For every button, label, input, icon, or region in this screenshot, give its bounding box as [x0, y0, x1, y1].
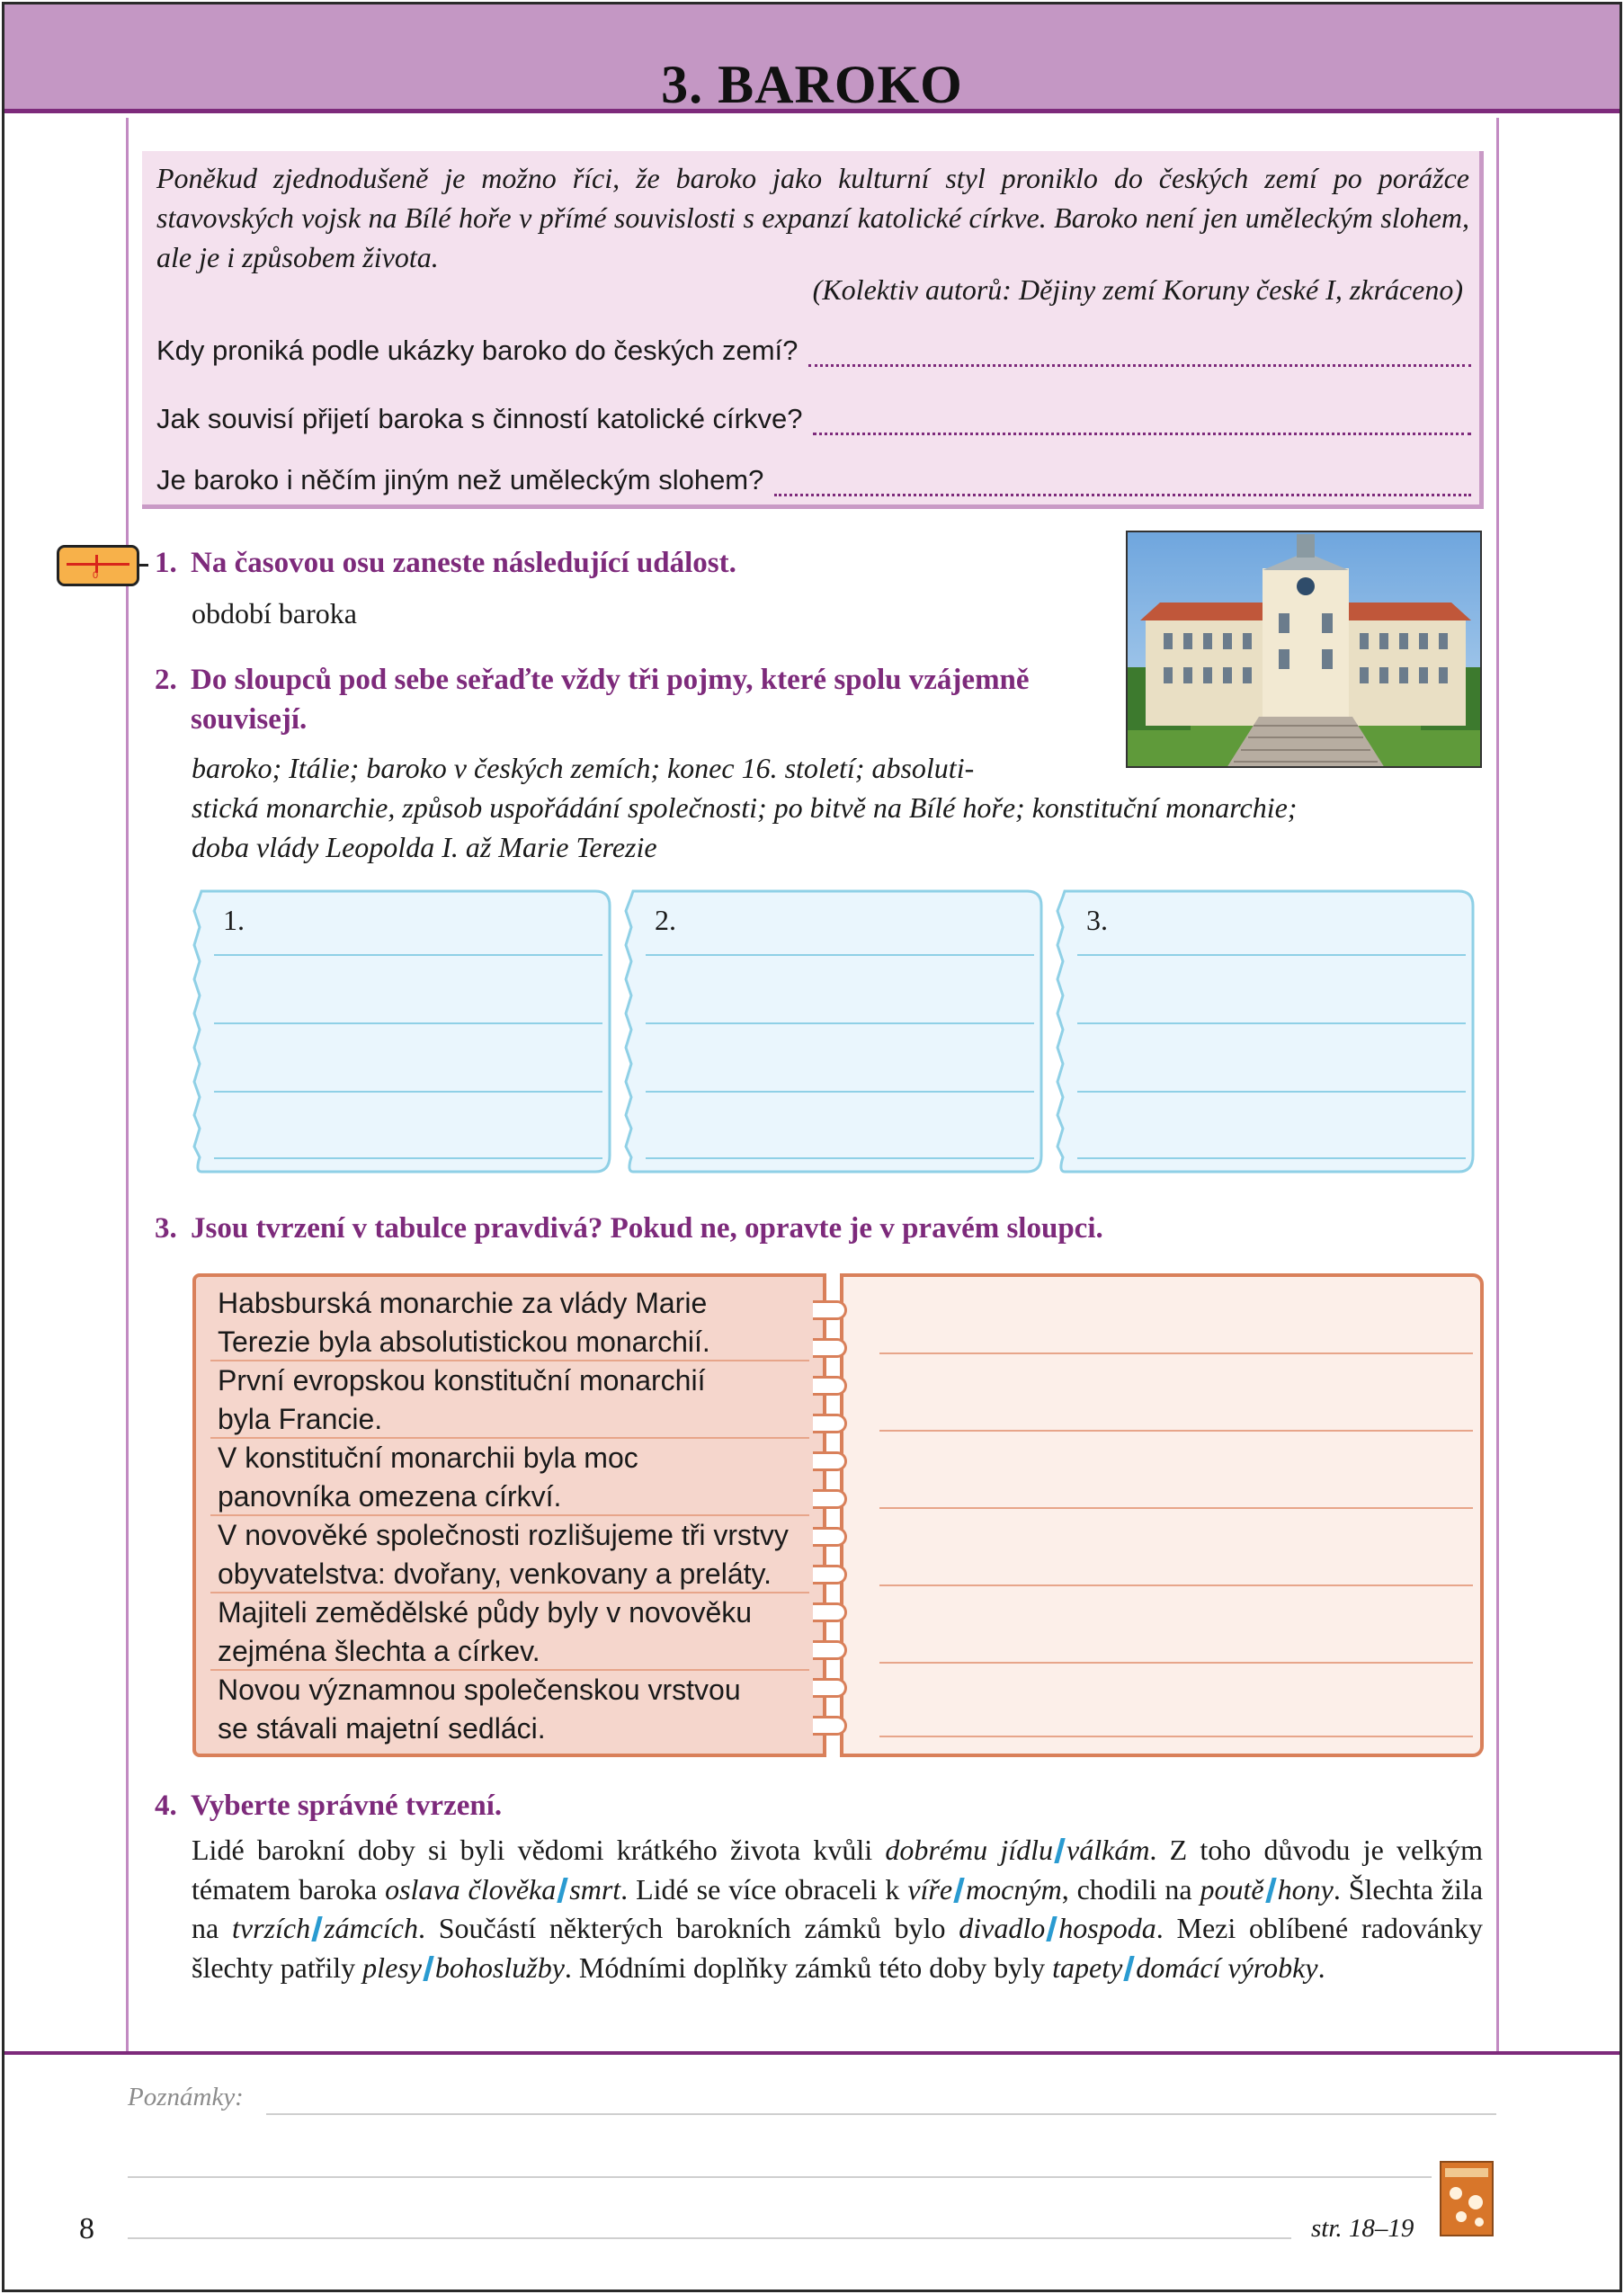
writing-line[interactable] — [214, 1022, 602, 1024]
option-b[interactable]: smrt — [569, 1872, 621, 1906]
left-margin-rule — [126, 118, 129, 2051]
page-title: 3. BAROKO — [661, 55, 963, 114]
correction-line[interactable] — [879, 1430, 1473, 1432]
text: . — [1317, 1950, 1325, 1984]
page-number: 8 — [79, 2212, 94, 2245]
task-number: 4. — [155, 1790, 177, 1822]
option-a[interactable]: poutě — [1200, 1872, 1264, 1906]
question-text: Jak souvisí přijetí baroka s činností katolické církve? — [156, 403, 803, 434]
choice-slash — [1047, 1916, 1058, 1941]
statement-5 — [218, 1593, 802, 1671]
statement-line: Habsburská monarchie za vlády Marie — [218, 1287, 708, 1319]
writing-line[interactable] — [1077, 1022, 1466, 1024]
statements-column — [192, 1273, 826, 1757]
binder-ring — [813, 1640, 847, 1660]
text: . Součástí některých barokních zámků bylo — [417, 1912, 959, 1944]
task-1-heading — [155, 547, 736, 580]
task-title: Jsou tvrzení v tabulce pravdivá? Pokud ne, opravte je v pravém sloupci. — [191, 1212, 1103, 1245]
writing-line[interactable] — [646, 1022, 1034, 1024]
option-b[interactable]: mocným — [966, 1872, 1062, 1906]
notes-line[interactable] — [266, 2113, 1496, 2115]
statement-line: První evropskou konstituční monarchií — [218, 1364, 706, 1397]
option-a[interactable]: plesy — [362, 1950, 422, 1984]
statement-line: V konstituční monarchii byla moc — [218, 1442, 638, 1474]
question-text: Je baroko i něčím jiným než uměleckým slohem? — [156, 464, 764, 495]
writing-line[interactable] — [646, 1157, 1034, 1159]
binder-ring — [813, 1489, 847, 1509]
statement-1 — [218, 1284, 802, 1361]
correction-line[interactable] — [879, 1507, 1473, 1509]
column-number: 1. — [223, 904, 245, 936]
task-2-body-line-2: stická monarchie, způsob uspořádání společnosti; po bitvě na Bílé hoře; konstituční monarchie; — [192, 791, 1298, 824]
option-b[interactable]: bohoslužby — [434, 1950, 565, 1984]
notepad-column-1[interactable] — [191, 886, 613, 1178]
statement-line: se stávali majetní sedláci. — [218, 1712, 546, 1745]
task-title: Do sloupců pod sebe seřaďte vždy tři pojmy, které spolu vzájemně — [191, 664, 1030, 696]
option-a[interactable]: víře — [907, 1872, 953, 1906]
text: . Módními doplňky zámků této doby byly — [564, 1950, 1053, 1984]
statement-4 — [218, 1516, 802, 1593]
timeline-axis — [67, 563, 129, 566]
option-a[interactable]: tapety — [1052, 1950, 1123, 1984]
writing-line[interactable] — [1077, 1091, 1466, 1093]
castle-photo — [1126, 531, 1482, 768]
writing-line[interactable] — [646, 1091, 1034, 1093]
notepad-column-2[interactable] — [622, 886, 1045, 1178]
writing-line[interactable] — [214, 1157, 602, 1159]
correction-line[interactable] — [879, 1352, 1473, 1354]
task-2-body-line-3: doba vlády Leopolda I. až Marie Terezie — [192, 831, 657, 863]
binder-ring — [813, 1716, 847, 1736]
option-a[interactable]: tvrzích — [231, 1912, 311, 1944]
binder-ring — [813, 1338, 847, 1358]
choice-slash — [311, 1916, 323, 1941]
task-1-body: období baroka — [192, 597, 357, 629]
choice-slash — [1265, 1878, 1277, 1903]
correction-line[interactable] — [879, 1584, 1473, 1586]
statement-line: byla Francie. — [218, 1403, 383, 1435]
true-false-table — [192, 1273, 1484, 1757]
binder-ring — [813, 1527, 847, 1547]
statement-line: Novou významnou společenskou vrstvou — [218, 1674, 741, 1706]
choice-slash — [1054, 1838, 1066, 1863]
corrections-column — [840, 1273, 1484, 1757]
choice-slash — [557, 1878, 568, 1903]
text: . Lidé se více obraceli k — [620, 1872, 908, 1906]
task-4-paragraph — [192, 1831, 1483, 1987]
writing-line[interactable] — [214, 1091, 602, 1093]
text: , chodili na — [1061, 1872, 1200, 1906]
option-b[interactable]: válkám — [1066, 1834, 1150, 1866]
statement-line: Terezie byla absolutistickou monarchií. — [218, 1326, 710, 1358]
answer-dots[interactable] — [808, 340, 1471, 367]
task-2-heading — [155, 664, 1030, 697]
notes-label: Poznámky: — [128, 2083, 244, 2111]
timeline-connector — [139, 564, 148, 567]
intro-question-2[interactable] — [156, 396, 1471, 435]
binder-ring — [813, 1678, 847, 1698]
column-number: 3. — [1086, 904, 1108, 936]
text: . Z toho důvodu je velkým tématem baroka — [192, 1834, 1484, 1906]
textbook-cover-icon — [1440, 2161, 1494, 2236]
writing-line[interactable] — [1077, 1157, 1466, 1159]
writing-line[interactable] — [214, 954, 602, 956]
binder-ring — [813, 1414, 847, 1433]
binder-ring — [813, 1602, 847, 1622]
statement-3 — [218, 1439, 802, 1516]
correction-line[interactable] — [879, 1662, 1473, 1664]
timeline-icon — [57, 545, 139, 586]
text: . Šlechta žila na — [192, 1872, 1484, 1944]
task-number: 1. — [155, 547, 177, 579]
notes-line[interactable] — [128, 2176, 1432, 2178]
answer-dots[interactable] — [813, 408, 1471, 435]
column-number: 2. — [655, 904, 676, 936]
option-b[interactable]: zámcích — [324, 1912, 418, 1944]
task-number: 2. — [155, 664, 177, 696]
timeline-zero-label: 0 — [93, 570, 99, 581]
writing-line[interactable] — [1077, 954, 1466, 956]
choice-slash — [953, 1878, 965, 1903]
notes-line[interactable] — [128, 2237, 1291, 2239]
statement-line: zejména šlechta a církev. — [218, 1635, 540, 1667]
correction-line[interactable] — [879, 1736, 1473, 1737]
task-title: Vyberte správné tvrzení. — [191, 1790, 503, 1822]
option-a[interactable]: dobrému jídlu — [885, 1834, 1054, 1866]
task-4-heading — [155, 1790, 502, 1823]
option-b[interactable]: hony — [1277, 1872, 1334, 1906]
task-number: 3. — [155, 1212, 177, 1245]
footer-rule — [4, 2051, 1620, 2055]
option-b[interactable]: hospoda — [1058, 1912, 1156, 1944]
statement-2 — [218, 1361, 802, 1439]
binder-ring — [813, 1300, 847, 1320]
task-title: Na časovou osu zaneste následující událost. — [191, 547, 736, 579]
answer-dots[interactable] — [774, 469, 1471, 496]
textbook-page-reference: str. 18–19 — [1311, 2214, 1414, 2243]
task-2-heading-cont: souvisejí. — [191, 703, 308, 736]
statement-6 — [218, 1671, 802, 1748]
choice-slash — [1124, 1956, 1136, 1981]
intro-source: (Kolektiv autorů: Dějiny zemí Koruny české I, zkráceno) — [812, 273, 1463, 306]
binder-ring — [813, 1451, 847, 1471]
intro-question-3[interactable] — [156, 457, 1471, 496]
binder-ring — [813, 1565, 847, 1584]
notepad-column-3[interactable] — [1054, 886, 1477, 1178]
text: Lidé barokní doby si byli vědomi krátkého života kvůli — [192, 1834, 886, 1866]
statement-line: obyvatelstva: dvořany, venkovany a preláty. — [218, 1558, 772, 1590]
option-a[interactable]: divadlo — [959, 1912, 1046, 1944]
binder-ring — [813, 1376, 847, 1396]
task-3-heading — [155, 1212, 1103, 1245]
option-a[interactable]: oslava člověka — [385, 1872, 557, 1906]
statement-line: V novověké společnosti rozlišujeme tři vrstvy — [218, 1519, 789, 1551]
right-margin-rule — [1496, 118, 1499, 2051]
task-2-body-line-1: baroko; Itálie; baroko v českých zemích; konec 16. století; absoluti- — [192, 752, 975, 784]
intro-question-1[interactable] — [156, 327, 1471, 367]
statement-line: Majiteli zemědělské půdy byly v novověku — [218, 1596, 753, 1629]
writing-line[interactable] — [646, 954, 1034, 956]
intro-text: Poněkud zjednodušeně je možno říci, že baroko jako kulturní styl proniklo do českých zemí po porážce stavovských vojsk na Bílé hoře v přímé souvislosti s expanzí katolické církve. Baroko není jen uměleckým slohem, ale je i způsobem života. — [156, 162, 1469, 273]
text: . Mezi oblíbené radovánky šlechty patřily — [192, 1912, 1484, 1984]
question-text: Kdy proniká podle ukázky baroko do českých zemí? — [156, 335, 799, 366]
option-b[interactable]: domácí výrobky — [1136, 1950, 1318, 1984]
statement-line: panovníka omezena církví. — [218, 1480, 562, 1513]
intro-box — [142, 151, 1484, 509]
choice-slash — [423, 1956, 434, 1981]
